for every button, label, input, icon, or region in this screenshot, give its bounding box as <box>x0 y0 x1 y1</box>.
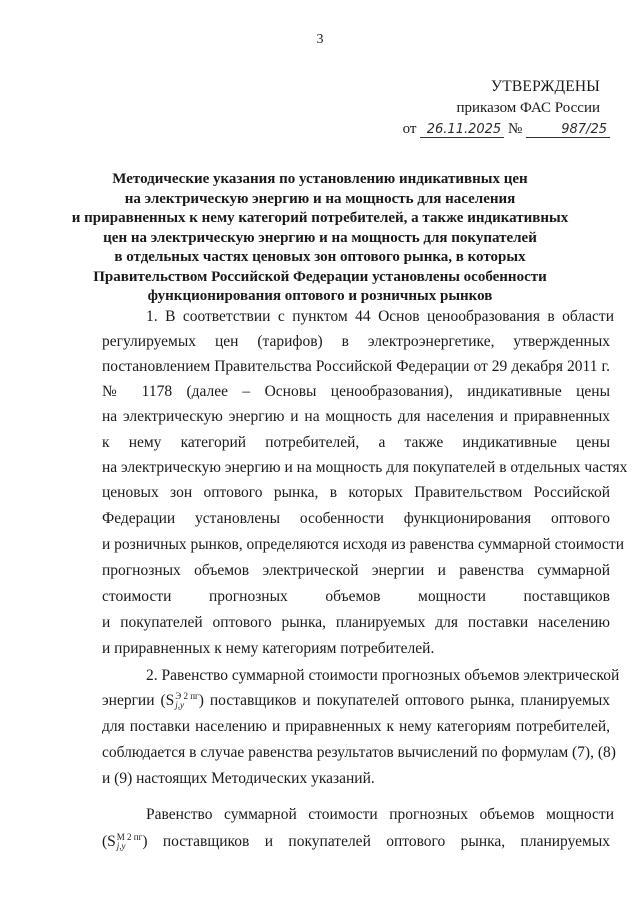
text-line: ценовых зон оптового рынка, в которых Правительством Российской <box>102 484 610 501</box>
text-fragment: ( <box>102 833 108 850</box>
text-line: и розничных рынков, определяются исходя из равенства суммарной стоимости <box>102 536 624 553</box>
text-line: Федерации установлены особенности функционирования оптового <box>102 510 610 527</box>
text-fragment: энергии ( <box>102 692 166 709</box>
title-line: функционирования оптового и розничных рынков <box>147 288 493 304</box>
text-line: регулируемых цен (тарифов) в электроэнергетике, утвержденных <box>102 333 610 350</box>
handwritten-date: 26.11.2025 <box>420 122 504 138</box>
approval-date-number <box>403 121 610 138</box>
number-label: № <box>507 121 523 137</box>
text-fragment: ) поставщиков и покупателей оптового рынка, планируемых <box>142 833 610 850</box>
text-line: № 1178 (далее – Основы ценообразования), индикативные цены <box>102 383 610 400</box>
title-line: на электрическую энергию и на мощность для населения <box>124 190 516 207</box>
formula-symbol-energy: S Э 2 пг j,y <box>165 691 199 711</box>
text-line: и (9) настоящих Методических указаний. <box>102 770 375 787</box>
handwritten-number: 987/25 <box>526 122 610 138</box>
formula-symbol-power: S М 2 пг j,y <box>107 832 143 852</box>
approval-order: приказом ФАС России <box>456 100 600 116</box>
document-title <box>40 170 600 307</box>
text-line: стоимости прогнозных объемов мощности поставщиков <box>102 588 610 605</box>
title-line: Методические указания по установлению индикативных цен <box>112 171 528 187</box>
text-line: на электрическую энергию и на мощность для населения и приравненных <box>102 408 610 425</box>
title-line: цен на электрическую энергию и на мощность для покупателей <box>103 229 537 246</box>
title-line: в отдельных частях ценовых зон оптового рынка, в которых <box>114 249 526 265</box>
text-line: 1. В соответствии с пунктом 44 Основ ценообразования в области <box>146 308 614 325</box>
text-line <box>102 833 610 851</box>
text-line: и приравненных к нему категориям потребителей. <box>102 640 435 657</box>
text-line: и покупателей оптового рынка, планируемых для поставки населению <box>102 614 610 631</box>
from-label: от <box>402 121 417 137</box>
text-line: постановлением Правительства Российской Федерации от 29 декабря 2011 г. <box>102 358 610 375</box>
text-line <box>102 692 610 710</box>
approval-heading: УТВЕРЖДЕНЫ <box>491 78 600 95</box>
text-fragment: ) поставщиков и покупателей оптового рынка, планируемых <box>198 692 611 709</box>
text-line: прогнозных объемов электрической энергии и равенства суммарной <box>102 562 610 579</box>
text-line: 2. Равенство суммарной стоимости прогнозных объемов электрической <box>146 667 620 684</box>
title-line: Правительством Российской Федерации установлены особенности <box>93 268 547 285</box>
text-line: к нему категорий потребителей, а также индикативные цены <box>102 434 610 451</box>
text-line: Равенство суммарной стоимости прогнозных объемов мощности <box>146 806 614 823</box>
text-line: соблюдается в случае равенства результатов вычислений по формулам (7), (8) <box>102 744 616 761</box>
title-line: и приравненных к нему категорий потребителей, а также индикативных <box>71 210 569 226</box>
text-line: для поставки населению и приравненных к нему категориям потребителей, <box>102 718 610 735</box>
text-line: на электрическую энергию и на мощность для покупателей в отдельных частях <box>102 459 628 476</box>
page-number: 3 <box>316 32 324 47</box>
